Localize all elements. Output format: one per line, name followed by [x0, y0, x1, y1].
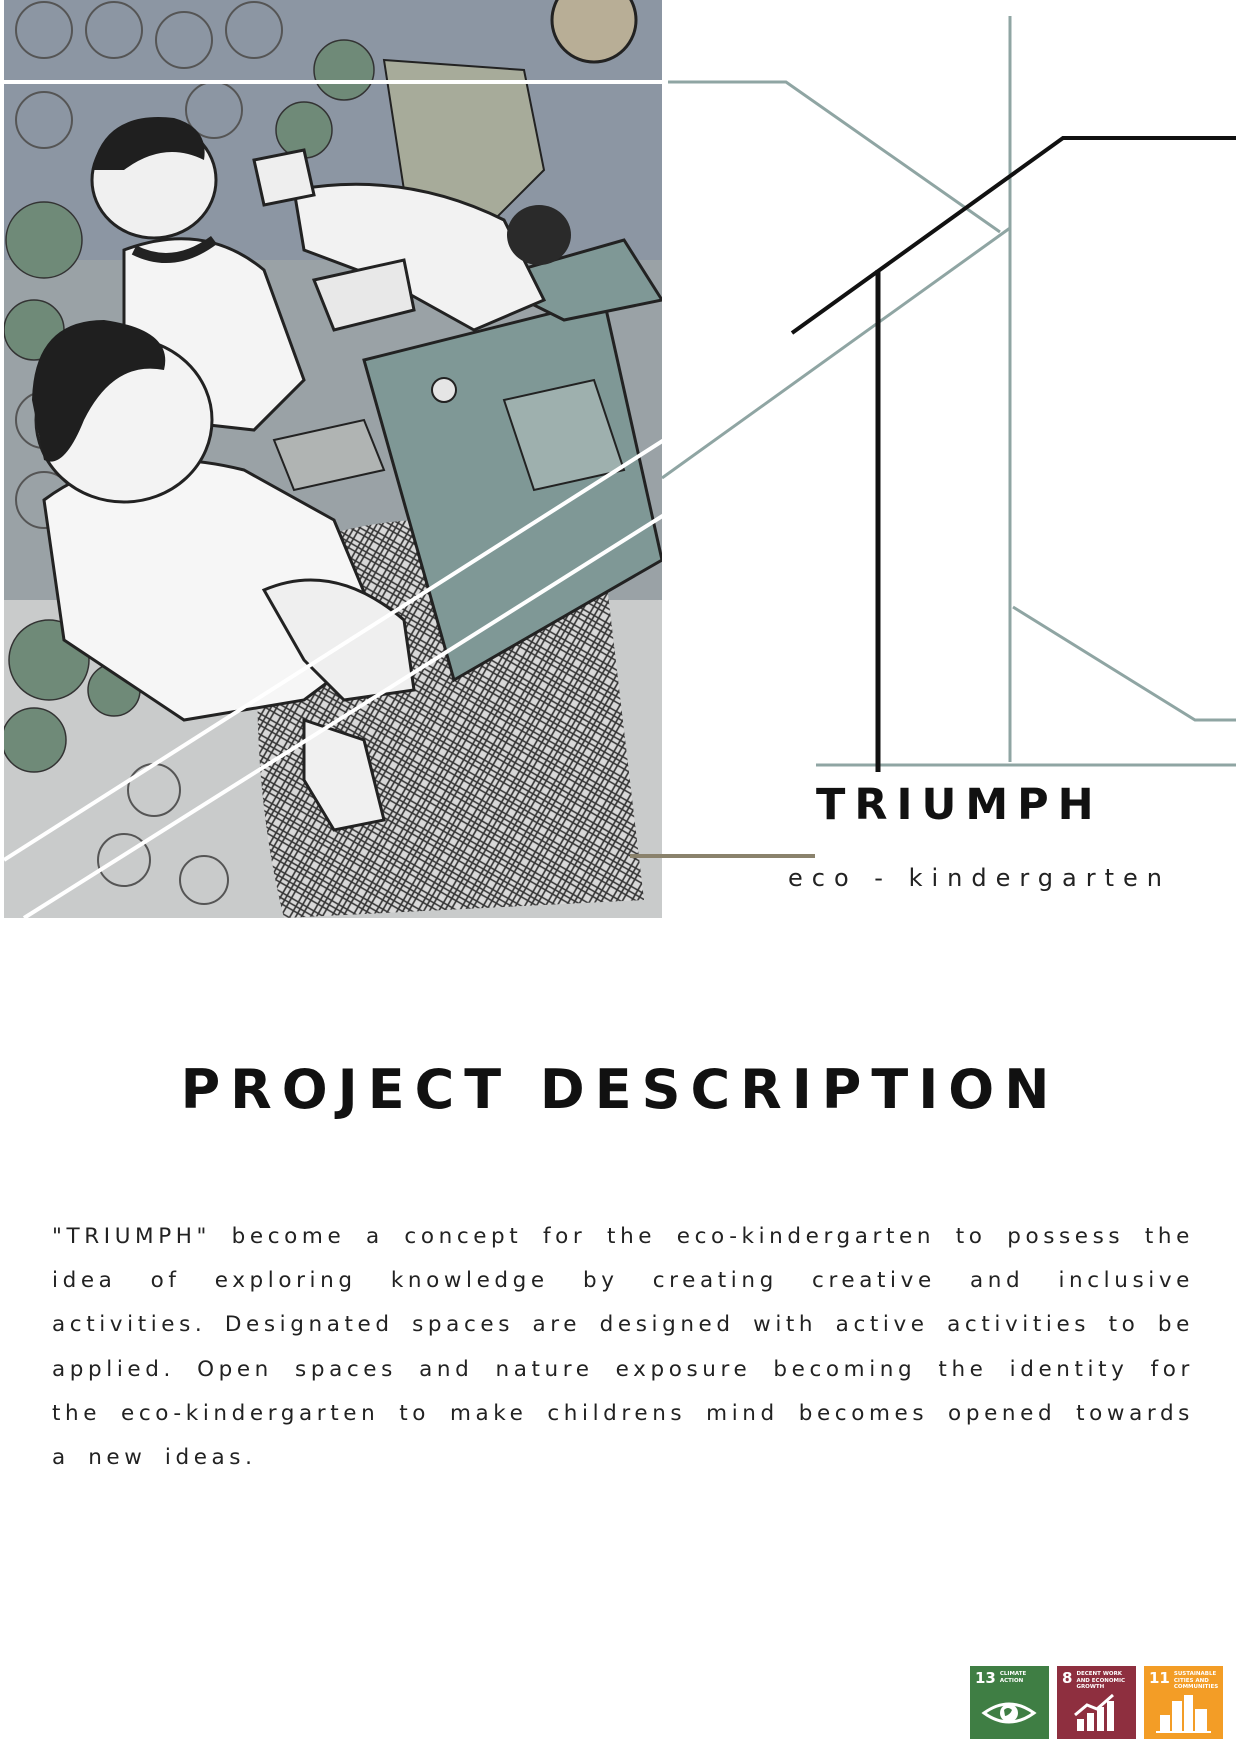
- project-title: TRIUMPH: [816, 780, 1103, 830]
- sdg-number: 11: [1149, 1669, 1170, 1687]
- sdg-number: 8: [1062, 1669, 1073, 1687]
- sdg-badge-8: [1057, 1666, 1136, 1739]
- sdg-label: CLIMATE ACTION: [999, 1671, 1027, 1684]
- city-buildings-icon: [1144, 1691, 1223, 1735]
- children-drawing-illustration: [4, 0, 662, 918]
- sage-diagonal-line: [662, 228, 1010, 478]
- sage-line-upper: [668, 82, 1000, 232]
- project-description: "TRIUMPH" become a concept for the eco-kindergarten to possess the idea of exploring knowledge by creating creative and inclusive activities. Designated spaces are designed with active activities to be applied. Open spaces and nature exposure becoming the identity for the eco-kindergarten to make childrens mind becomes opened towards a new ideas.: [52, 1224, 1194, 1471]
- sdg-label: DECENT WORK AND ECONOMIC GROWTH: [1076, 1671, 1126, 1690]
- sdg-badge-13: [970, 1666, 1049, 1739]
- project-subtitle: eco - kindergarten: [788, 864, 1171, 892]
- sdg-badge-11: [1144, 1666, 1223, 1739]
- hero-illustration: [4, 0, 662, 918]
- sdg-label: SUSTAINABLE CITIES AND COMMUNITIES: [1173, 1671, 1219, 1690]
- section-heading: PROJECT DESCRIPTION: [180, 1058, 1060, 1121]
- eye-globe-icon: [970, 1691, 1049, 1735]
- growth-chart-icon: [1057, 1691, 1136, 1735]
- black-roof-line: [792, 138, 1236, 333]
- sdg-number: 13: [975, 1669, 996, 1687]
- sage-line-lower: [1013, 607, 1236, 720]
